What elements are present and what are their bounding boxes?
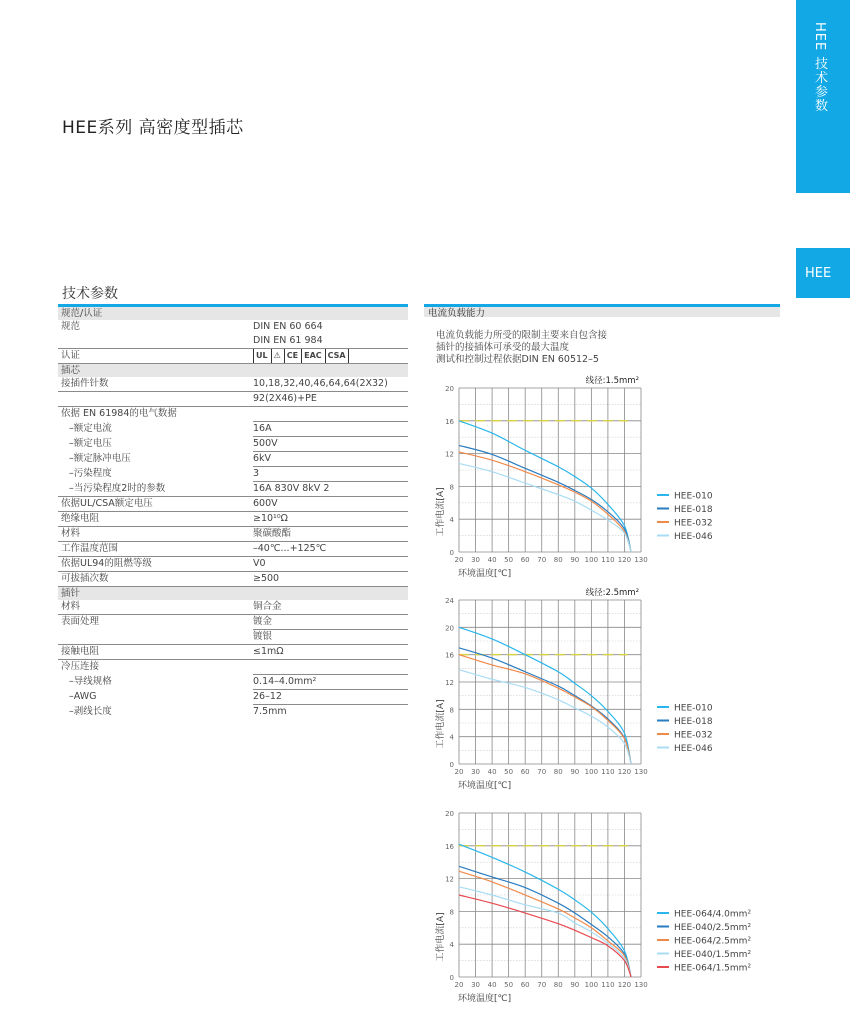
y-tick-label: 20 [445, 385, 454, 393]
x-tick-label: 50 [504, 768, 514, 776]
series-line [459, 895, 631, 977]
description-line: 插针的接插体可承受的最大温度 [436, 342, 570, 353]
row-label: 依据UL/CSA额定电压 [61, 498, 153, 509]
row-value [253, 645, 408, 659]
value-line: 600V [253, 498, 278, 509]
value-line: 镀银 [253, 631, 273, 642]
row-label: 认证 [61, 350, 81, 361]
x-tick-label: 20 [454, 768, 464, 776]
value-line: 铜合金 [253, 601, 282, 612]
page-title: HEE系列 高密度型插芯 [62, 118, 244, 138]
y-tick-label: 16 [445, 651, 454, 660]
legend-label: HEE-010 [674, 703, 713, 714]
table-row [58, 572, 408, 587]
cert-mark-logo: CE [284, 349, 300, 363]
row-label: 冷压连接 [61, 661, 100, 672]
y-axis-label: 工作电流[A] [436, 699, 446, 749]
row-value [253, 660, 408, 675]
value-line: ≥500 [253, 573, 280, 584]
x-tick-label: 80 [553, 981, 563, 989]
y-tick-label: 24 [445, 597, 454, 605]
x-tick-label: 100 [584, 981, 599, 989]
value-line: DIN EN 61 984 [253, 335, 323, 346]
value-line [253, 660, 408, 675]
chart-2-5mm [424, 584, 780, 796]
side-tab-hee[interactable] [796, 248, 850, 298]
value-line: 聚碳酸酯 [253, 528, 292, 539]
current-capacity-description [436, 330, 607, 366]
chart-svg [424, 584, 780, 796]
legend-label: HEE-040/2.5mm² [674, 923, 752, 933]
row-label: 接插件针数 [61, 378, 109, 389]
table-row [58, 615, 408, 645]
table-row [58, 542, 408, 557]
legend-label: HEE-032 [674, 518, 713, 529]
value-line: 16A [253, 422, 408, 437]
x-tick-label: 70 [537, 981, 547, 989]
table-section-header [58, 307, 408, 320]
description-line: 电流负载能力所受的限制主要来自包含接 [436, 330, 608, 341]
table-row [58, 392, 408, 407]
row-label: –额定电压 [69, 438, 112, 449]
x-tick-label: 110 [601, 556, 615, 564]
table-row [58, 377, 408, 392]
row-label: –当污染程度2时的参数 [69, 483, 166, 494]
x-axis-label: 环境温度[℃] [458, 569, 512, 579]
y-tick-label: 0 [449, 761, 454, 769]
row-value [253, 452, 408, 467]
y-axis-label: 工作电流[A] [436, 487, 446, 537]
x-tick-label: 80 [553, 556, 563, 564]
table-row [58, 645, 408, 660]
table-section-header [58, 364, 408, 377]
row-label: –污染程度 [69, 468, 112, 479]
table-row [58, 407, 408, 422]
legend-label: HEE-018 [674, 505, 713, 515]
table-row [58, 349, 408, 364]
row-value [253, 349, 408, 363]
x-tick-label: 20 [454, 981, 464, 989]
x-tick-label: 30 [471, 768, 481, 776]
row-label: 依据UL94的阻燃等级 [61, 558, 152, 569]
y-tick-label: 0 [449, 974, 454, 982]
x-tick-label: 120 [617, 768, 632, 776]
row-label: 材料 [61, 601, 81, 612]
x-tick-label: 20 [454, 556, 464, 564]
x-tick-label: 50 [504, 981, 514, 989]
table-row [58, 527, 408, 542]
row-label: –额定电流 [69, 423, 112, 434]
legend-label: HEE-040/1.5mm² [674, 950, 752, 960]
table-row [58, 705, 408, 719]
table-row [58, 482, 408, 497]
row-label: 材料 [61, 528, 81, 539]
x-tick-label: 130 [634, 981, 648, 989]
row-label: 插芯 [61, 365, 81, 376]
value-line: 3 [253, 467, 408, 482]
table-row [58, 675, 408, 690]
y-tick-label: 0 [449, 549, 454, 557]
y-tick-label: 12 [445, 450, 454, 459]
row-value [253, 422, 408, 437]
row-value [253, 437, 408, 452]
x-tick-label: 70 [537, 556, 547, 564]
y-axis-label: 工作电流[A] [436, 912, 446, 962]
legend-label: HEE-064/4.0mm² [674, 909, 752, 920]
value-line: ≤1mΩ [253, 646, 284, 657]
legend-label: HEE-064/1.5mm² [674, 963, 752, 974]
row-label: 依据 EN 61984的电气数据 [61, 408, 177, 419]
x-tick-label: 60 [520, 768, 530, 776]
value-line: 6kV [253, 452, 408, 467]
row-value [253, 615, 408, 644]
row-value [253, 542, 408, 556]
row-value [253, 705, 408, 719]
series-line [459, 887, 631, 977]
y-tick-label: 8 [449, 908, 454, 917]
row-label: 工作温度范围 [61, 543, 119, 554]
x-tick-label: 100 [584, 768, 599, 776]
x-axis-label: 环境温度[℃] [458, 781, 512, 791]
row-label: –导线规格 [69, 676, 112, 687]
x-tick-label: 90 [570, 556, 580, 564]
table-row [58, 422, 408, 437]
table-row [58, 497, 408, 512]
x-tick-label: 110 [601, 768, 615, 776]
x-tick-label: 120 [617, 556, 632, 564]
row-value [253, 527, 408, 541]
legend-label: HEE-046 [674, 532, 713, 542]
value-line: 500V [253, 437, 408, 452]
row-label: 插针 [61, 588, 81, 599]
y-tick-label: 12 [445, 679, 454, 687]
row-value [253, 407, 408, 422]
current-capacity-heading: 电流负载能力 [424, 304, 780, 317]
section-title: 技术参数 [62, 286, 118, 302]
table-row [58, 557, 408, 572]
cert-mark-logo: ⚠ [271, 349, 283, 363]
value-line: 10,18,32,40,46,64,64(2X32) [253, 378, 388, 389]
value-line: 镀金 [253, 615, 408, 630]
y-tick-label: 20 [445, 810, 454, 818]
row-label [58, 392, 253, 406]
x-tick-label: 130 [634, 556, 648, 564]
row-value [253, 482, 408, 496]
row-label: –剥线长度 [69, 706, 112, 717]
table-row [58, 690, 408, 705]
side-tab-label: HEE [805, 266, 832, 281]
y-tick-label: 12 [445, 875, 454, 884]
legend-label: HEE-032 [674, 730, 713, 741]
table-row [58, 452, 408, 467]
cert-mark-logo: EAC [301, 349, 324, 363]
row-value [253, 557, 408, 571]
x-tick-label: 90 [570, 768, 580, 776]
y-tick-label: 16 [445, 842, 454, 851]
row-label: –AWG [69, 691, 97, 702]
x-tick-label: 80 [553, 768, 563, 776]
value-line: 26–12 [253, 690, 408, 705]
spec-table [58, 304, 408, 719]
table-row [58, 512, 408, 527]
row-value [253, 512, 408, 526]
x-tick-label: 60 [520, 556, 530, 564]
series-line [459, 866, 631, 977]
value-line [253, 407, 408, 422]
x-tick-label: 70 [537, 768, 547, 776]
series-line [459, 627, 631, 764]
row-label: 规范 [61, 321, 81, 332]
row-label: 可拔插次数 [61, 573, 109, 584]
row-value [253, 467, 408, 482]
chart-1-5mm [424, 372, 780, 584]
x-tick-label: 30 [471, 556, 481, 564]
y-tick-label: 4 [449, 733, 454, 742]
row-value [253, 377, 408, 391]
series-line [459, 445, 631, 552]
y-tick-label: 4 [449, 516, 454, 525]
row-value [253, 497, 408, 511]
value-line: 7.5mm [253, 706, 287, 717]
legend-label: HEE-064/2.5mm² [674, 936, 752, 947]
x-tick-label: 30 [471, 981, 481, 989]
value-line: 16A 830V 8kV 2 [253, 483, 330, 494]
y-tick-label: 16 [445, 417, 454, 426]
table-row [58, 467, 408, 482]
y-tick-label: 20 [445, 624, 454, 633]
y-tick-label: 4 [449, 941, 454, 950]
cert-mark-logo: UL [253, 349, 270, 363]
x-tick-label: 40 [487, 768, 497, 776]
chart-title: 线径:1.5mm² [585, 376, 639, 386]
row-value [253, 572, 408, 586]
row-label: 接触电阻 [61, 646, 100, 657]
description-line: 测试和控制过程依据DIN EN 60512–5 [436, 354, 599, 365]
table-row [58, 320, 408, 349]
x-tick-label: 100 [584, 556, 599, 564]
value-line: DIN EN 60 664 [253, 321, 323, 332]
table-section-header [58, 587, 408, 600]
chart-svg [424, 797, 780, 1009]
row-value [253, 320, 408, 348]
row-value [253, 600, 408, 614]
x-tick-label: 40 [487, 556, 497, 564]
table-row [58, 437, 408, 452]
certification-marks [253, 349, 349, 363]
side-tab-tech-params[interactable] [796, 0, 850, 193]
y-tick-label: 8 [449, 483, 454, 492]
value-line: V0 [253, 558, 266, 569]
value-line: –40℃...+125℃ [253, 543, 327, 554]
side-tab-label: HEE 技术参数 [812, 22, 827, 113]
row-value [253, 675, 408, 690]
row-label: 表面处理 [61, 616, 100, 627]
table-row [58, 600, 408, 615]
x-tick-label: 120 [617, 981, 632, 989]
value-line: 0.14–4.0mm² [253, 675, 408, 690]
value-line: ≥10¹⁰Ω [253, 513, 288, 524]
chart-mixed [424, 797, 780, 1009]
table-row [58, 660, 408, 675]
x-tick-label: 110 [601, 981, 615, 989]
x-tick-label: 90 [570, 981, 580, 989]
value-line: 92(2X46)+PE [253, 393, 317, 404]
x-tick-label: 50 [504, 556, 514, 564]
x-tick-label: 130 [634, 768, 648, 776]
row-value [253, 690, 408, 705]
legend-label: HEE-018 [674, 717, 713, 727]
series-line [459, 844, 631, 977]
chart-svg [424, 372, 780, 584]
x-tick-label: 40 [487, 981, 497, 989]
row-label: 绝缘电阻 [61, 513, 100, 524]
x-axis-label: 环境温度[℃] [458, 994, 512, 1004]
row-label: –额定脉冲电压 [69, 453, 131, 464]
x-tick-label: 60 [520, 981, 530, 989]
series-line [459, 871, 631, 977]
cert-mark-logo: CSA [325, 349, 349, 363]
y-tick-label: 8 [449, 706, 454, 715]
legend-label: HEE-010 [674, 491, 713, 502]
legend-label: HEE-046 [674, 744, 713, 754]
chart-title: 线径:2.5mm² [585, 588, 639, 598]
row-value [253, 392, 408, 406]
row-label: 规范/认证 [61, 308, 103, 319]
